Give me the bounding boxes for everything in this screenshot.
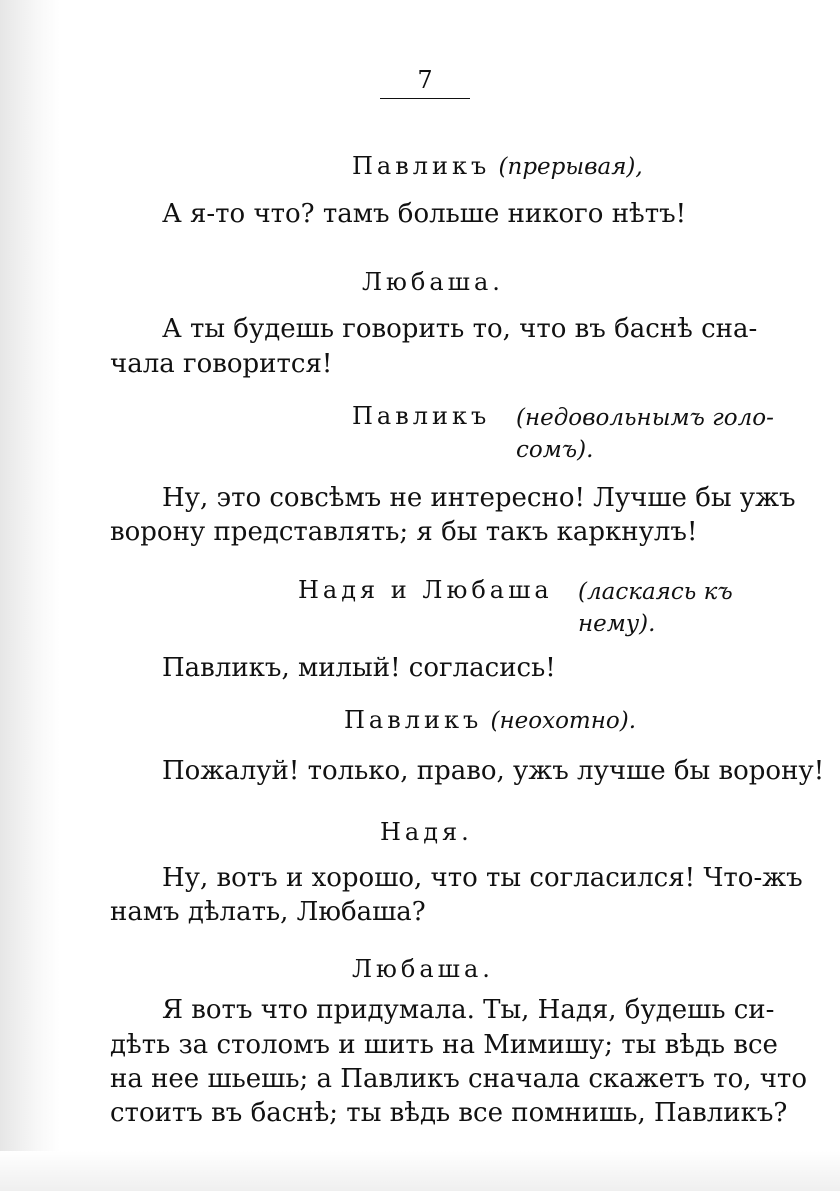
stage-direction: (недовольнымъ голо- <box>516 405 774 431</box>
dialogue-line: А я-то что? тамъ больше никого нѣтъ! <box>162 199 687 229</box>
dialogue-line: на нее шьешь; а Павликъ сначала скажетъ то, что <box>110 1064 807 1094</box>
dialogue-line: Я вотъ что придумала. Ты, Надя, будешь си- <box>162 995 775 1025</box>
speaker-name: Павликъ <box>352 402 491 430</box>
dialogue-line: дѣть за столомъ и шить на Мимишу; ты вѣдь все <box>110 1030 778 1060</box>
header-rule <box>380 98 470 99</box>
stage-direction: (неохотно). <box>490 708 637 734</box>
dialogue-line: Павликъ, милый! согласись! <box>162 653 556 683</box>
dialogue-line: А ты будешь говорить то, что въ баснѣ сна- <box>162 314 758 344</box>
stage-direction: сомъ). <box>516 437 594 463</box>
stage-direction: (ласкаясь къ <box>578 579 733 605</box>
speaker-heading <box>352 150 643 183</box>
dialogue-line: Ну, вотъ и хорошо, что ты согласился! Что-жъ <box>162 863 803 893</box>
speaker-name: Павликъ <box>352 152 491 180</box>
page-number: 7 <box>417 66 433 94</box>
dialogue-line: Пожалуй! только, право, ужъ лучше бы ворону! <box>162 756 825 786</box>
dialogue-line: чала говорится! <box>110 349 333 379</box>
speaker-name: Надя. <box>380 818 473 846</box>
dialogue-line: намъ дѣлать, Любаша? <box>110 897 426 927</box>
stage-direction: (прерывая), <box>498 154 643 180</box>
speaker-name: Надя и Любаша <box>298 576 553 604</box>
speaker-name: Любаша. <box>352 955 494 983</box>
speaker-heading <box>344 704 636 737</box>
speaker-name: Любаша. <box>362 268 504 296</box>
dialogue-line: ворону представлять; я бы такъ каркнулъ! <box>110 517 698 547</box>
speaker-name: Павликъ <box>344 706 483 734</box>
dialogue-line: стоитъ въ баснѣ; ты вѣдь все помнишь, Павликъ? <box>110 1098 788 1128</box>
dialogue-line: Ну, это совсѣмъ не интересно! Лучше бы ужъ <box>162 483 796 513</box>
stage-direction: нему). <box>578 611 656 637</box>
